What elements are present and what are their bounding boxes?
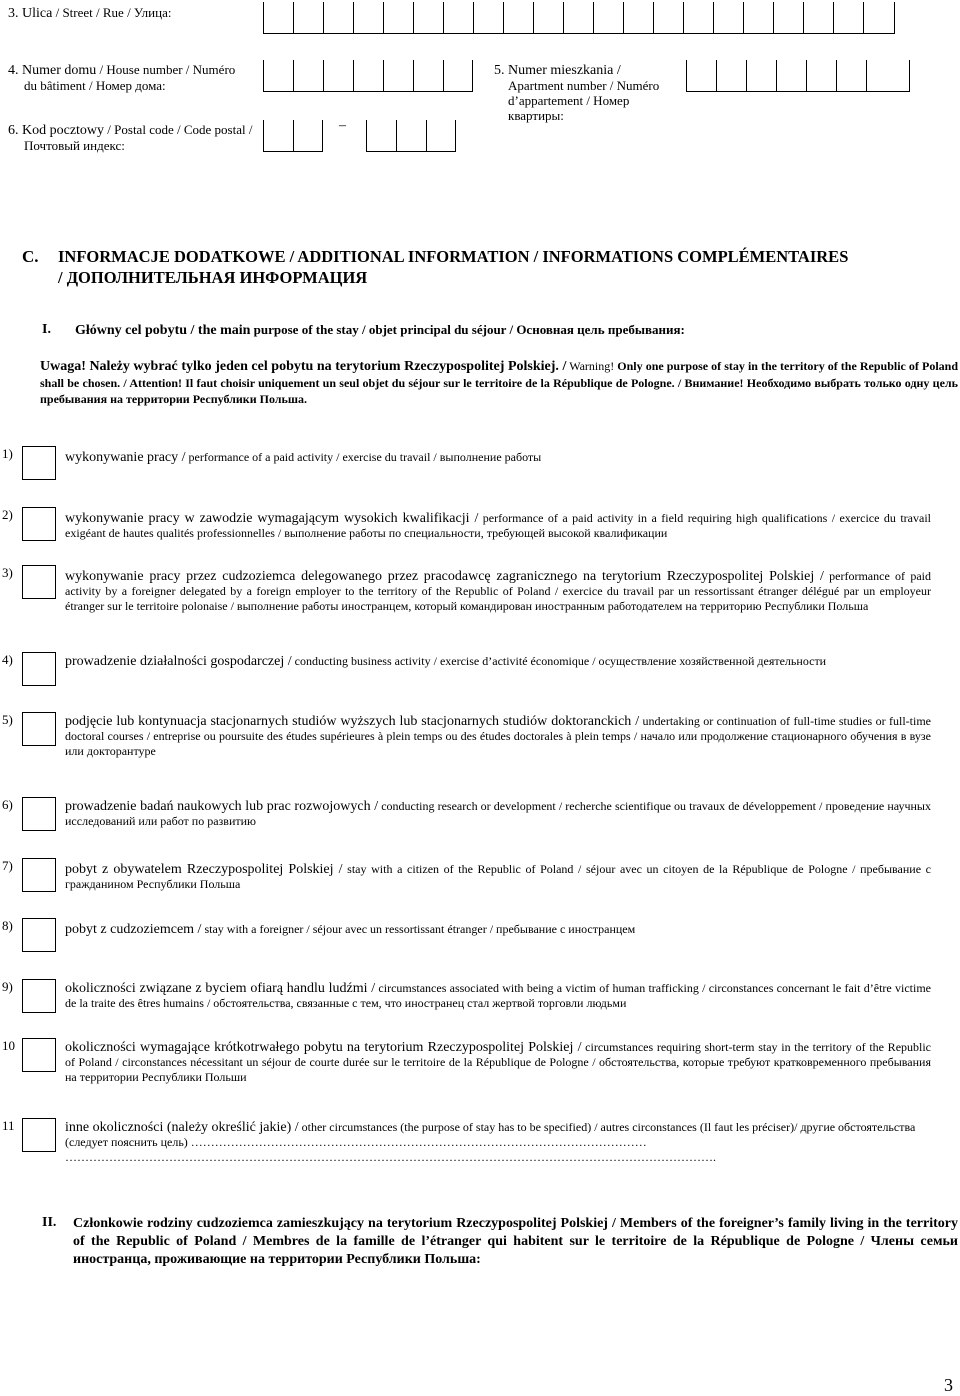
street-label: 3. Ulica / Street / Rue / Улица: — [8, 5, 172, 21]
option-checkbox[interactable] — [22, 652, 56, 686]
option-checkbox[interactable] — [22, 712, 56, 746]
option-text: okoliczności związane z byciem ofiarą handlu ludźmi / circumstances associated with being a victim of human trafficking / circonstances concernant le fait d’être victime de la traite des êtres humains / обстоятельства, связанные с тем, что иностранец стал жертвой торговли людьми — [65, 981, 931, 1010]
option-text: podjęcie lub kontynuacja stacjonarnych studiów wyższych lub stacjonarnych studiów doktoranckich / undertaking or continuation of full-time studies or full-time doctoral courses / entreprise ou poursuite des études supérieures à plein temps ou des études doctorales à plein temps / начало или продолжение стационарного обучения в вузе или докторантуре — [65, 714, 931, 758]
option-checkbox[interactable] — [22, 918, 56, 952]
house-number-label: 4. Numer domu / House number / Numéro du bâtiment / Номер дома: — [8, 62, 236, 93]
option-text: pobyt z obywatelem Rzeczypospolitej Polskiej / stay with a citizen of the Republic of Poland / séjour avec un citoyen de la République de Pologne / пребывание с гражданином Республики Польша — [65, 862, 932, 891]
option-number: 6) — [2, 797, 13, 812]
option-text: inne okoliczności (należy określić jakie) / other circumstances (the purpose of stay has to be specified) / autres circonstances (Il faut les préciser)/ другие обстоятельства (следует пояснить цель) …………………………………………………………………………………………………… ………………………………………………………………………………………………………………………………………………. — [65, 1120, 916, 1164]
purpose-heading: Główny cel pobytu / the main purpose of the stay / objet principal du séjour / Основная цель пребывания: — [75, 322, 685, 338]
apartment-number-label: 5. Numer mieszkania / Apartment number / Numéro d’appartement / Номер квартиры: — [494, 63, 660, 123]
postal-code-dash: – — [339, 118, 346, 133]
other-specify-line[interactable]: ………………………………………………………………………………………………………………………………………………. — [65, 1150, 716, 1164]
section-c-title: INFORMACJE DODATKOWE / ADDITIONAL INFORMATION / INFORMATIONS COMPLÉMENTAIRES / ДОПОЛНИТЕЛЬНАЯ ИНФОРМАЦИЯ — [58, 247, 849, 287]
option-text: prowadzenie działalności gospodarczej / conducting business activity / exercise d’activité économique / осуществление хозяйственной деятельности — [65, 654, 827, 669]
section-ii-heading: Członkowie rodziny cudzoziemca zamieszkujący na terytorium Rzeczypospolitej Polskiej / Members of the foreigner’s family living in the territory of the Republic of Poland / Membres de la famille de l’étranger qui habitent sur le territoire de la République de Pologne / Члены семьи иностранца, проживающие на территории Республики Польша: — [73, 1216, 958, 1267]
option-number: 1) — [2, 446, 13, 461]
street-input-grid[interactable] — [263, 2, 895, 34]
section-ii-number: II. — [42, 1215, 57, 1230]
option-checkbox[interactable] — [22, 979, 56, 1013]
postal-code-prefix-grid[interactable] — [263, 120, 323, 152]
postal-code-label: 6. Kod pocztowy / Postal code / Code postal / Почтовый индекс: — [8, 122, 253, 153]
section-c-letter: C. — [22, 247, 39, 266]
option-checkbox[interactable] — [22, 1038, 56, 1072]
option-checkbox[interactable] — [22, 446, 56, 480]
option-checkbox[interactable] — [22, 1118, 56, 1152]
postal-code-suffix-grid[interactable] — [366, 120, 456, 152]
apartment-number-input-grid[interactable] — [686, 60, 910, 92]
option-number: 4) — [2, 652, 13, 667]
option-checkbox[interactable] — [22, 858, 56, 892]
option-text: wykonywanie pracy w zawodzie wymagającym wysokich kwalifikacji / performance of a paid activity in a field requiring high qualifications / exercice du travail exigéant de hautes qualités professionnelles / выполнение работы по специальности, требующей высокой квалификации — [65, 511, 932, 540]
option-checkbox[interactable] — [22, 565, 56, 599]
option-number: 5) — [2, 712, 13, 727]
option-number: 7) — [2, 858, 13, 873]
option-number: 11 — [2, 1118, 15, 1133]
purpose-warning: Uwaga! Należy wybrać tylko jeden cel pobytu na terytorium Rzeczypospolitej Polskiej. / Warning! Only one purpose of stay in the territory of the Republic of Poland shall be chosen. / Attention! Il faut choisir uniquement un seul objet du séjour sur le territoire de la République de Pologne. / Внимание! Необходимо выбрать только одну цель пребывания на территории Республики Польша. — [40, 359, 958, 406]
house-number-input-grid[interactable] — [263, 60, 473, 92]
option-text: wykonywanie pracy przez cudzoziemca delegowanego przez pracodawcę zagranicznego na terytorium Rzeczypospolitej Polskiej / performance of paid activity by a foreigner delegated by a foreign employer to the territory of the Republic of Poland / exercice du travail par un ressortissant étranger délégué par un employeur étranger sur le territoire polonaise / выполнение работы иностранцем, который командирован иностранным работодателем на территорию Республики Польша — [65, 569, 931, 613]
option-text: prowadzenie badań naukowych lub prac rozwojowych / conducting research or development / recherche scientifique ou travaux de développement / проведение научных исследований или работ по развитию — [65, 799, 931, 828]
option-checkbox[interactable] — [22, 507, 56, 541]
option-number: 8) — [2, 918, 13, 933]
page-number: 3 — [944, 1375, 953, 1395]
option-text: wykonywanie pracy / performance of a paid activity / exercise du travail / выполнение работы — [65, 450, 542, 465]
option-text: okoliczności wymagające krótkotrwałego pobytu na terytorium Rzeczypospolitej Polskiej / circumstances requiring short-term stay in the territory of the Republic of Poland / circonstances nécessitant un séjour de courte durée sur le territoire de la République de Pologne / обстоятельства, которые требуют кратковременного пребывания на территории Республики Польши — [65, 1040, 932, 1084]
option-number: 9) — [2, 979, 13, 994]
option-number: 2) — [2, 507, 13, 522]
option-text: pobyt z cudzoziemcem / stay with a foreigner / séjour avec un ressortissant étranger / пребывание с иностранцем — [65, 922, 636, 937]
option-checkbox[interactable] — [22, 797, 56, 831]
purpose-number: I. — [42, 322, 51, 337]
option-number: 10 — [2, 1038, 15, 1053]
option-number: 3) — [2, 565, 13, 580]
